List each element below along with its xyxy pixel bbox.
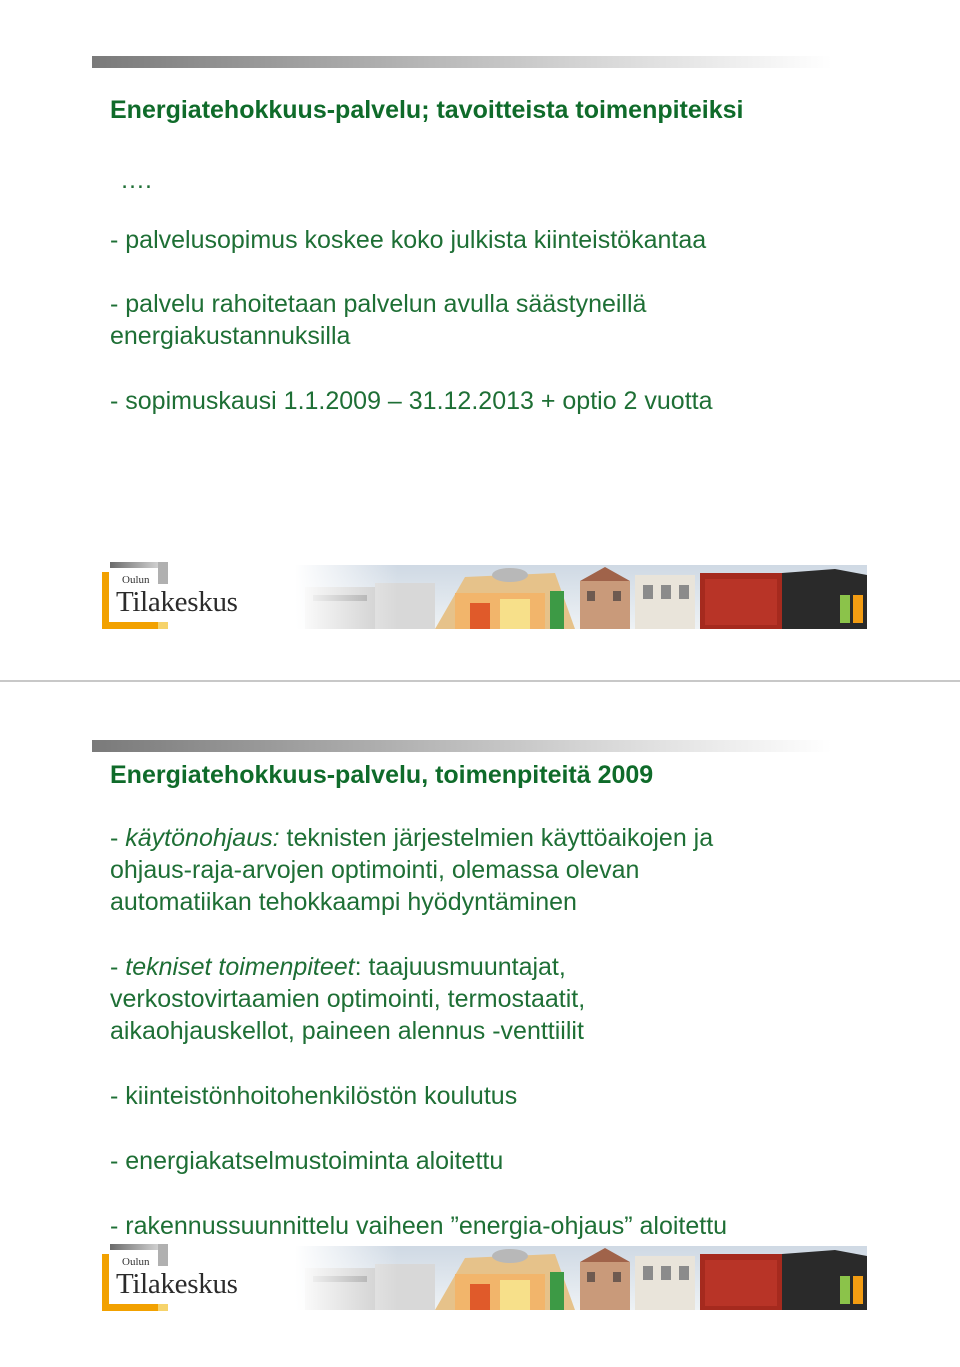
bullet-contract-period: - sopimuskausi 1.1.2009 – 31.12.2013 + optio 2 vuotta	[110, 387, 713, 415]
bullet-staff-training: - kiinteistönhoitohenkilöstön koulutus	[110, 1082, 518, 1110]
slide-1-title: Energiatehokkuus-palvelu; tavoitteista toimenpiteiksi	[110, 96, 744, 124]
bullet-building-design: - rakennussuunnittelu vaiheen ”energia-ohjaus” aloitettu	[110, 1212, 728, 1240]
slide-2-title: Energiatehokkuus-palvelu, toimenpiteitä 2009	[110, 761, 654, 789]
header-gradient-bar	[92, 56, 832, 68]
bullet-financing-line1: - palvelu rahoitetaan palvelun avulla säästyneillä	[110, 290, 647, 318]
logo-tilakeskus-text: Tilakeskus	[116, 586, 238, 618]
operation-control-label: käytönohjaus:	[125, 824, 280, 852]
ellipsis-text: ….	[120, 166, 152, 194]
logo-tilakeskus-text: Tilakeskus	[116, 1268, 238, 1300]
slide-1	[0, 0, 960, 682]
bullet-operation-control-line2: ohjaus-raja-arvojen optimointi, olemassa olevan	[110, 856, 640, 884]
logo-oulun-text: Oulun	[122, 574, 150, 586]
buildings-banner-image	[295, 565, 867, 629]
technical-measures-label: tekniset toimenpiteet	[125, 953, 355, 981]
bullet-financing-line2: energiakustannuksilla	[110, 322, 351, 350]
dash: -	[110, 953, 126, 981]
bullet-technical-measures-line2: verkostovirtaamien optimointi, termostaatit,	[110, 985, 586, 1013]
bullet-operation-control-line1	[110, 822, 713, 854]
oulun-tilakeskus-logo	[100, 562, 275, 632]
bullet-technical-measures-line3: aikaohjauskellot, paineen alennus -venttiilit	[110, 1017, 584, 1045]
oulun-tilakeskus-logo	[100, 1244, 275, 1314]
dash: -	[110, 824, 126, 852]
buildings-banner-image	[295, 1246, 867, 1310]
header-gradient-bar	[92, 740, 832, 752]
logo-oulun-text: Oulun	[122, 1256, 150, 1268]
slide-2	[0, 684, 960, 1366]
technical-measures-text: : taajuusmuuntajat,	[354, 953, 566, 981]
bullet-operation-control-line3: automatiikan tehokkaampi hyödyntäminen	[110, 888, 577, 916]
operation-control-text: teknisten järjestelmien käyttöaikojen ja	[286, 824, 714, 852]
bullet-energy-audit: - energiakatselmustoiminta aloitettu	[110, 1147, 504, 1175]
bullet-technical-measures-line1	[110, 951, 566, 983]
bullet-service-agreement: - palvelusopimus koskee koko julkista kiinteistökantaa	[110, 226, 707, 254]
